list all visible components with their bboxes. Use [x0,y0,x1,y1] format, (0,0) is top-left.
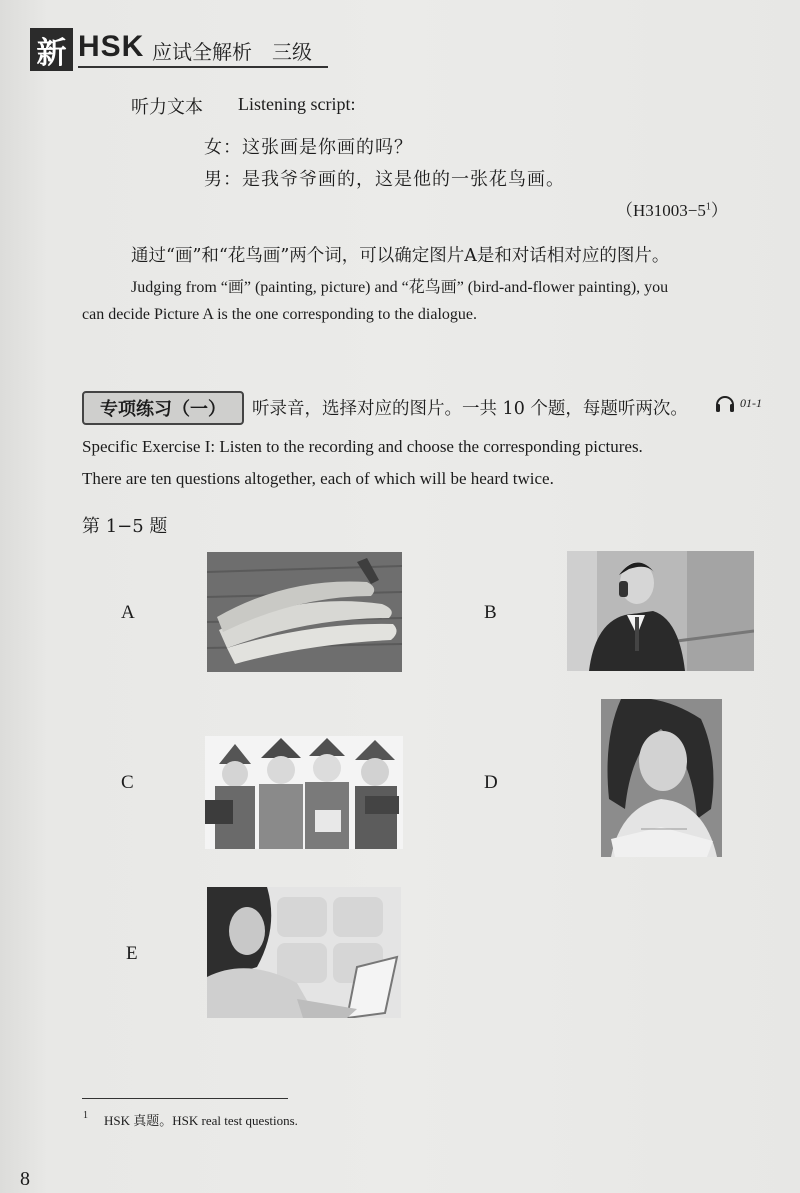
option-letter-a: A [121,602,135,623]
picture-children-santa-hats [205,736,403,849]
header-mark: 新 [30,28,73,71]
audio-track: 01-1 [740,396,762,410]
picture-man-on-phone [567,551,754,671]
exercise-badge: 专项练习（一） [82,391,244,425]
header-rule [78,66,328,68]
option-letter-e: E [126,943,138,964]
script-label-en: Listening script: [238,94,356,114]
script-label-zh: 听力文本 [131,97,203,118]
explanation-en-1: Judging from “画” (painting, picture) and “花鸟画” (bird-and-flower painting), you [131,279,669,296]
exercise-instruction-en-1: Specific Exercise I: Listen to the recording and choose the corresponding pictures. [82,437,643,456]
footnote-text: HSK 真题。HSK real test questions. [104,1113,298,1128]
option-letter-d: D [484,772,498,793]
dialogue-line-2: 男：是我爷爷画的，这是他的一张花鸟画。 [204,169,565,190]
option-letter-b: B [484,602,497,623]
option-letter-c: C [121,772,134,793]
footnote-rule [82,1098,288,1099]
picture-bananas [207,552,402,672]
explanation-zh: 通过“画”和“花鸟画”两个词，可以确定图片A是和对话相对应的图片。 [131,246,670,266]
picture-woman-laptop [207,887,401,1018]
explanation-en-2: can decide Picture A is the one corresponding to the dialogue. [82,306,477,323]
header-brand: HSK [78,30,145,63]
source-code: $(H31003-5^1)$ [616,201,728,220]
picture-woman-reading [601,699,722,857]
page-number: 8 [20,1168,30,1190]
dialogue-line-1: 女：这张画是你画的吗？ [204,137,413,158]
header-subtitle: 应试全解析 三级 [152,40,312,64]
headphones-icon [714,392,736,414]
exercise-instruction-zh: 听录音，选择对应的图片。一共 10 个题，每题听两次。 [252,399,688,419]
footnote-mark: 1 [83,1110,88,1121]
question-range-label: 第 1−5 题 [82,516,168,537]
exercise-instruction-en-2: There are ten questions altogether, each of which will be heard twice. [82,469,554,488]
